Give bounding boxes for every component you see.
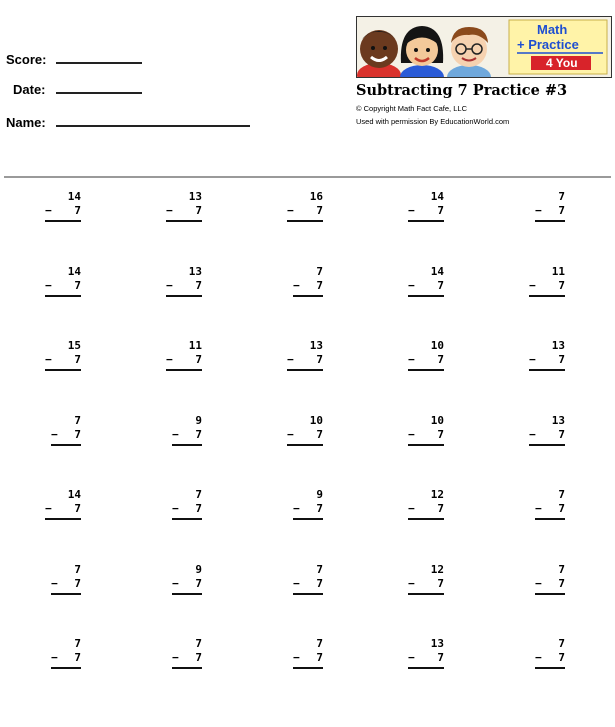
- minus-sign: −: [45, 502, 52, 515]
- minus-sign: −: [287, 353, 294, 366]
- answer-line[interactable]: [287, 444, 323, 446]
- subtraction-problem: [172, 414, 202, 446]
- subtrahend-row: [293, 651, 323, 665]
- logo-line-1: Math: [537, 22, 568, 37]
- minus-sign: −: [408, 279, 415, 292]
- subtrahend: 7: [195, 502, 202, 515]
- minus-sign: −: [45, 204, 52, 217]
- answer-line[interactable]: [535, 593, 565, 595]
- subtraction-problem: [45, 265, 81, 297]
- subtrahend: 7: [558, 279, 565, 292]
- minuend: 7: [558, 190, 565, 203]
- minus-sign: −: [535, 204, 542, 217]
- subtrahend-row: [172, 651, 202, 665]
- minus-sign: −: [408, 651, 415, 664]
- subtraction-problem: [166, 265, 202, 297]
- name-field: [6, 115, 46, 130]
- subtrahend-row: [529, 353, 565, 367]
- answer-line[interactable]: [172, 593, 202, 595]
- subtrahend: 7: [195, 353, 202, 366]
- minuend: 15: [67, 339, 81, 352]
- answer-line[interactable]: [51, 593, 81, 595]
- minus-sign: −: [51, 428, 58, 441]
- answer-line[interactable]: [287, 369, 323, 371]
- subtraction-problem: [172, 637, 202, 669]
- subtrahend-row: [535, 204, 565, 218]
- subtrahend: 7: [316, 428, 323, 441]
- answer-line[interactable]: [408, 295, 444, 297]
- subtrahend-row: [51, 651, 81, 665]
- answer-line[interactable]: [408, 667, 444, 669]
- subtrahend: 7: [316, 279, 323, 292]
- subtrahend-row: [172, 577, 202, 591]
- subtrahend: 7: [437, 428, 444, 441]
- subtrahend-row: [45, 353, 81, 367]
- answer-line[interactable]: [293, 295, 323, 297]
- subtrahend-row: [293, 279, 323, 293]
- minuend: 7: [316, 563, 323, 576]
- subtrahend: 7: [558, 428, 565, 441]
- date-answer-line[interactable]: [56, 92, 142, 94]
- subtrahend-row: [287, 428, 323, 442]
- minus-sign: −: [529, 279, 536, 292]
- subtrahend-row: [172, 502, 202, 516]
- answer-line[interactable]: [293, 667, 323, 669]
- subtraction-problem: [51, 563, 81, 595]
- minuend: 11: [188, 339, 202, 352]
- subtraction-problem: [293, 488, 323, 520]
- math-practice-sign: [509, 20, 607, 74]
- subtrahend-row: [529, 428, 565, 442]
- subtrahend-row: [166, 204, 202, 218]
- minuend: 14: [67, 488, 81, 501]
- minuend: 7: [195, 637, 202, 650]
- subtraction-problem: [287, 414, 323, 446]
- math-practice-4-you-logo: [356, 16, 612, 78]
- answer-line[interactable]: [45, 295, 81, 297]
- subtrahend-row: [408, 428, 444, 442]
- subtrahend: 7: [316, 577, 323, 590]
- minus-sign: −: [408, 502, 415, 515]
- subtraction-problem: [51, 637, 81, 669]
- minus-sign: −: [45, 353, 52, 366]
- minus-sign: −: [172, 651, 179, 664]
- minuend: 7: [74, 563, 81, 576]
- subtraction-problem: [529, 339, 565, 371]
- minuend: 13: [551, 339, 565, 352]
- subtraction-problem: [166, 190, 202, 222]
- subtraction-problem: [408, 339, 444, 371]
- subtrahend-row: [408, 651, 444, 665]
- minuend: 14: [67, 190, 81, 203]
- answer-line[interactable]: [293, 593, 323, 595]
- subtrahend: 7: [195, 279, 202, 292]
- answer-line[interactable]: [166, 369, 202, 371]
- minus-sign: −: [535, 502, 542, 515]
- subtrahend: 7: [437, 353, 444, 366]
- minuend: 7: [74, 414, 81, 427]
- minus-sign: −: [172, 502, 179, 515]
- answer-line[interactable]: [408, 593, 444, 595]
- minuend: 13: [551, 414, 565, 427]
- score-field: [6, 52, 46, 67]
- subtraction-problem: [293, 563, 323, 595]
- subtrahend: 7: [437, 577, 444, 590]
- subtraction-problem: [166, 339, 202, 371]
- date-label: Date:: [13, 82, 46, 97]
- minus-sign: −: [408, 353, 415, 366]
- answer-line[interactable]: [45, 518, 81, 520]
- answer-line[interactable]: [172, 518, 202, 520]
- subtraction-problem: [287, 190, 323, 222]
- subtrahend: 7: [195, 204, 202, 217]
- subtrahend: 7: [316, 204, 323, 217]
- subtraction-problem: [51, 414, 81, 446]
- minuend: 10: [430, 414, 444, 427]
- minuend: 13: [188, 265, 202, 278]
- subtraction-problem: [408, 190, 444, 222]
- subtrahend-row: [166, 353, 202, 367]
- answer-line[interactable]: [535, 518, 565, 520]
- subtrahend-row: [535, 577, 565, 591]
- subtrahend: 7: [74, 279, 81, 292]
- date-field: [13, 82, 46, 97]
- subtrahend-row: [293, 502, 323, 516]
- minus-sign: −: [51, 577, 58, 590]
- subtraction-problem: [408, 414, 444, 446]
- subtrahend-row: [293, 577, 323, 591]
- subtraction-problem: [535, 563, 565, 595]
- minus-sign: −: [293, 651, 300, 664]
- subtrahend: 7: [74, 353, 81, 366]
- subtrahend-row: [166, 279, 202, 293]
- answer-line[interactable]: [535, 667, 565, 669]
- subtrahend-row: [408, 353, 444, 367]
- subtrahend: 7: [195, 651, 202, 664]
- subtrahend: 7: [74, 651, 81, 664]
- subtrahend-row: [535, 651, 565, 665]
- answer-line[interactable]: [529, 444, 565, 446]
- minus-sign: −: [293, 577, 300, 590]
- subtrahend-row: [408, 204, 444, 218]
- name-label: Name:: [6, 115, 46, 130]
- minus-sign: −: [166, 353, 173, 366]
- minuend: 16: [309, 190, 323, 203]
- subtrahend: 7: [558, 353, 565, 366]
- subtraction-problem: [45, 488, 81, 520]
- minuend: 14: [430, 190, 444, 203]
- minus-sign: −: [535, 577, 542, 590]
- answer-line[interactable]: [293, 518, 323, 520]
- subtraction-problem: [529, 414, 565, 446]
- minus-sign: −: [287, 428, 294, 441]
- subtrahend: 7: [437, 502, 444, 515]
- subtrahend-row: [287, 204, 323, 218]
- subtrahend-row: [408, 279, 444, 293]
- subtraction-problem: [45, 339, 81, 371]
- subtrahend-row: [408, 502, 444, 516]
- answer-line[interactable]: [287, 220, 323, 222]
- answer-line[interactable]: [51, 667, 81, 669]
- subtrahend: 7: [316, 651, 323, 664]
- minus-sign: −: [45, 279, 52, 292]
- minuend: 12: [430, 488, 444, 501]
- subtraction-problem: [535, 488, 565, 520]
- subtraction-problem: [293, 265, 323, 297]
- answer-line[interactable]: [172, 444, 202, 446]
- answer-line[interactable]: [529, 369, 565, 371]
- subtraction-problem: [408, 563, 444, 595]
- minuend: 7: [558, 488, 565, 501]
- minus-sign: −: [408, 204, 415, 217]
- minuend: 14: [67, 265, 81, 278]
- header-divider: [4, 176, 611, 178]
- subtrahend: 7: [74, 204, 81, 217]
- subtrahend: 7: [558, 502, 565, 515]
- subtrahend-row: [535, 502, 565, 516]
- subtraction-problem: [172, 563, 202, 595]
- minuend: 13: [188, 190, 202, 203]
- answer-line[interactable]: [45, 220, 81, 222]
- minus-sign: −: [166, 279, 173, 292]
- answer-line[interactable]: [166, 220, 202, 222]
- answer-line[interactable]: [535, 220, 565, 222]
- minus-sign: −: [51, 651, 58, 664]
- minuend: 7: [558, 637, 565, 650]
- answer-line[interactable]: [529, 295, 565, 297]
- subtrahend: 7: [558, 651, 565, 664]
- permission-notice: Used with permission By EducationWorld.com: [356, 117, 510, 126]
- minuend: 10: [309, 414, 323, 427]
- subtrahend-row: [529, 279, 565, 293]
- subtrahend: 7: [195, 428, 202, 441]
- subtrahend: 7: [558, 204, 565, 217]
- minuend: 12: [430, 563, 444, 576]
- subtrahend: 7: [316, 502, 323, 515]
- subtraction-problem: [287, 339, 323, 371]
- minus-sign: −: [529, 428, 536, 441]
- subtrahend-row: [51, 428, 81, 442]
- minus-sign: −: [529, 353, 536, 366]
- minus-sign: −: [293, 502, 300, 515]
- minuend: 10: [430, 339, 444, 352]
- answer-line[interactable]: [45, 369, 81, 371]
- score-answer-line[interactable]: [56, 62, 142, 64]
- subtraction-problem: [535, 190, 565, 222]
- score-label: Score:: [6, 52, 47, 67]
- subtraction-problem: [293, 637, 323, 669]
- subtraction-problem: [408, 488, 444, 520]
- worksheet-title: Subtracting 7 Practice #3: [356, 82, 568, 99]
- minuend: 14: [430, 265, 444, 278]
- minuend: 13: [309, 339, 323, 352]
- minuend: 7: [558, 563, 565, 576]
- minus-sign: −: [535, 651, 542, 664]
- logo-line-2: + Practice: [517, 37, 579, 52]
- minuend: 7: [195, 488, 202, 501]
- subtrahend: 7: [558, 577, 565, 590]
- subtraction-problem: [408, 265, 444, 297]
- minus-sign: −: [408, 428, 415, 441]
- subtraction-problem: [172, 488, 202, 520]
- answer-line[interactable]: [51, 444, 81, 446]
- subtrahend-row: [408, 577, 444, 591]
- logo-line-3: 4 You: [546, 56, 578, 70]
- minus-sign: −: [408, 577, 415, 590]
- name-answer-line[interactable]: [56, 125, 250, 127]
- subtrahend-row: [51, 577, 81, 591]
- minus-sign: −: [293, 279, 300, 292]
- subtraction-problem: [45, 190, 81, 222]
- subtrahend-row: [45, 502, 81, 516]
- answer-line[interactable]: [166, 295, 202, 297]
- subtrahend: 7: [74, 577, 81, 590]
- subtrahend: 7: [74, 428, 81, 441]
- subtrahend: 7: [316, 353, 323, 366]
- subtraction-problem: [529, 265, 565, 297]
- subtrahend: 7: [437, 204, 444, 217]
- subtrahend-row: [45, 204, 81, 218]
- subtrahend: 7: [437, 651, 444, 664]
- minuend: 11: [551, 265, 565, 278]
- subtrahend-row: [172, 428, 202, 442]
- subtrahend-row: [45, 279, 81, 293]
- minuend: 7: [316, 265, 323, 278]
- minuend: 13: [430, 637, 444, 650]
- answer-line[interactable]: [408, 518, 444, 520]
- minuend: 7: [74, 637, 81, 650]
- subtraction-problem: [535, 637, 565, 669]
- subtraction-problem: [408, 637, 444, 669]
- minus-sign: −: [172, 428, 179, 441]
- answer-line[interactable]: [408, 220, 444, 222]
- subtrahend: 7: [195, 577, 202, 590]
- minus-sign: −: [166, 204, 173, 217]
- subtrahend-row: [287, 353, 323, 367]
- answer-line[interactable]: [172, 667, 202, 669]
- answer-line[interactable]: [408, 369, 444, 371]
- minus-sign: −: [172, 577, 179, 590]
- copyright-notice: © Copyright Math Fact Cafe, LLC: [356, 104, 467, 113]
- minuend: 9: [195, 414, 202, 427]
- minus-sign: −: [287, 204, 294, 217]
- minuend: 9: [195, 563, 202, 576]
- answer-line[interactable]: [408, 444, 444, 446]
- minuend: 7: [316, 637, 323, 650]
- minuend: 9: [316, 488, 323, 501]
- subtrahend: 7: [437, 279, 444, 292]
- subtrahend: 7: [74, 502, 81, 515]
